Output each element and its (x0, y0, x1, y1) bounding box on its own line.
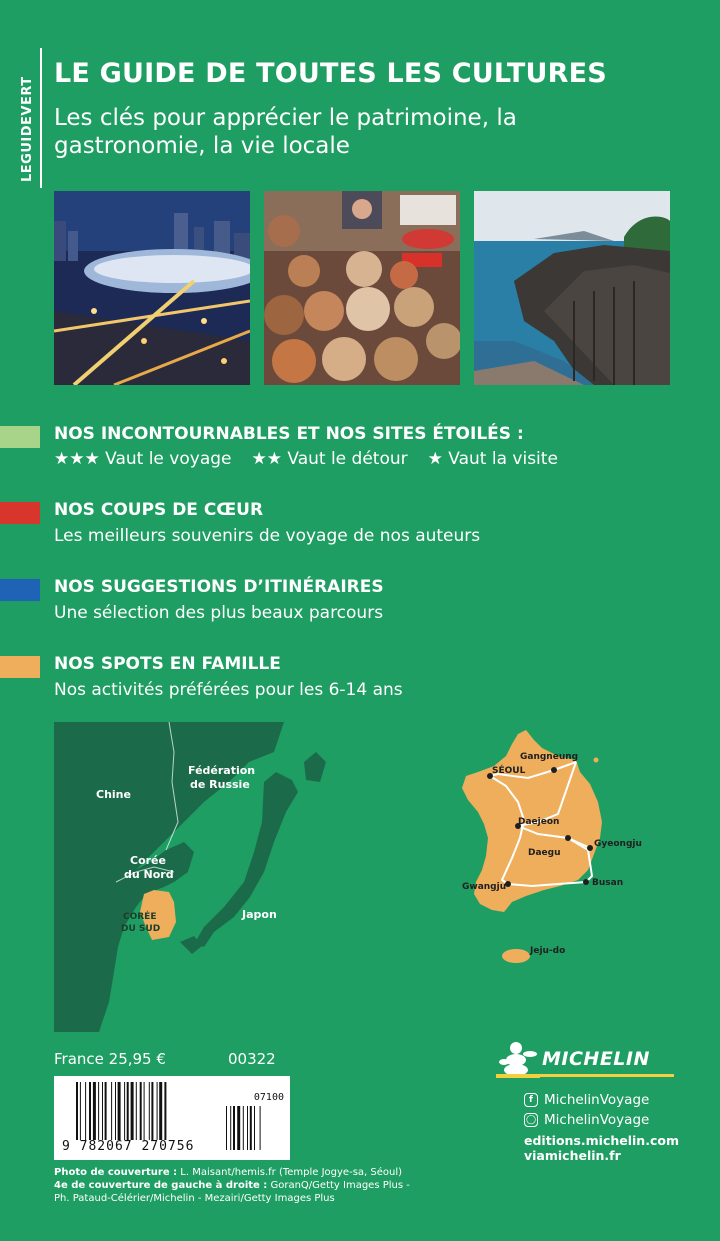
map-label-south-korea-2: DU SUD (121, 924, 161, 934)
barcode-bar (127, 1082, 129, 1140)
barcode-bar (136, 1082, 137, 1140)
map-label-china: Chine (96, 788, 131, 801)
barcode-addon-bar (243, 1106, 244, 1150)
city-gwangju: Gwangju (462, 882, 507, 892)
spine-text: LEGUIDEVERT (20, 76, 35, 182)
michelin-logo (496, 1040, 676, 1078)
star-legend-item (54, 449, 232, 469)
feature-color-bar (0, 656, 40, 678)
barcode-bar (102, 1082, 103, 1140)
brand-name: MICHELIN (542, 1048, 650, 1070)
feature-text: Nos activités préférées pour les 6-14 ans (54, 680, 403, 700)
credits-back-text: GoranQ/Getty Images Plus - Ph. Pataud-Célérier/Michelin - Mezairi/Getty Images Plus (54, 1180, 410, 1204)
barcode-bar (151, 1082, 153, 1140)
city-gyeongju: Gyeongju (594, 839, 642, 849)
feature-color-bar (0, 502, 40, 524)
map-label-russia-2: de Russie (190, 778, 250, 791)
product-code: 00322 (228, 1050, 276, 1068)
city-busan: Busan (592, 878, 624, 888)
barcode-bar (124, 1082, 125, 1140)
star-icon: ★ (427, 449, 443, 469)
price: France 25,95 € (54, 1050, 166, 1068)
region-map (54, 722, 354, 1032)
seafood-market-photo (264, 191, 460, 385)
barcode-bar (157, 1082, 158, 1140)
credits-cover-text: L. Maisant/hemis.fr (Temple Jogye-sa, Séoul) (177, 1167, 403, 1178)
star-legend-item (252, 449, 408, 469)
feature-text: Une sélection des plus beaux parcours (54, 603, 384, 623)
korea-map (458, 726, 648, 976)
credits-back-label: 4e de couverture de gauche à droite : (54, 1180, 268, 1191)
star-legend-item (428, 449, 558, 469)
facebook-icon: f (524, 1093, 538, 1107)
website-link-editions[interactable]: editions.michelin.com (524, 1133, 679, 1148)
star-legend-label: Vaut la visite (448, 449, 558, 469)
city-jeju: Jeju-do (530, 946, 566, 956)
website-link-viamichelin[interactable]: viamichelin.fr (524, 1148, 621, 1163)
map-label-north-korea-2: du Nord (124, 868, 174, 881)
barcode-bar (159, 1082, 162, 1140)
city-daegu: Daegu (528, 848, 561, 858)
feature-color-bar (0, 579, 40, 601)
city-daejeon: Daejeon (518, 817, 560, 827)
feature-title: NOS SUGGESTIONS D’ITINÉRAIRES (54, 577, 384, 597)
barcode-addon-bar (250, 1106, 252, 1150)
barcode-bar (111, 1082, 112, 1140)
instagram-handle: MichelinVoyage (544, 1112, 650, 1128)
barcode-bar (85, 1082, 86, 1140)
star-legend-label: Vaut le voyage (105, 449, 232, 469)
barcode-bar (149, 1082, 150, 1140)
barcode-bar (131, 1082, 134, 1140)
barcode-addon-bar (247, 1106, 248, 1150)
barcode (54, 1076, 290, 1160)
instagram-link[interactable] (524, 1112, 649, 1128)
page-subtitle: Les clés pour apprécier le patrimoine, la gastronomie, la vie locale (54, 105, 517, 159)
instagram-icon: ◯ (525, 1115, 537, 1125)
barcode-bar (115, 1082, 116, 1140)
city-seoul: SÉOUL (492, 766, 526, 776)
brand-underline (506, 1074, 674, 1077)
map-label-south-korea: CORÉE (123, 912, 157, 922)
feature-color-bar (0, 426, 40, 448)
barcode-bar (144, 1082, 145, 1140)
feature-title: NOS INCONTOURNABLES ET NOS SITES ÉTOILÉS : (54, 424, 524, 444)
credits-cover-label: Photo de couverture : (54, 1167, 178, 1178)
barcode-bar (98, 1082, 99, 1140)
star-legend-label: Vaut le détour (287, 449, 408, 469)
spine-logo (18, 52, 40, 182)
page-title: LE GUIDE DE TOUTES LES CULTURES (54, 58, 607, 89)
barcode-bar (93, 1082, 96, 1140)
map-label-north-korea: Corée (130, 854, 166, 867)
barcode-addon-bar (230, 1106, 231, 1150)
barcode-bar (80, 1082, 81, 1140)
barcode-addon-bar (233, 1106, 235, 1150)
star-icon: ★★ (251, 449, 282, 469)
barcode-addon-bar (254, 1106, 255, 1150)
facebook-handle: MichelinVoyage (544, 1092, 650, 1108)
feature-text: Les meilleurs souvenirs de voyage de nos auteurs (54, 526, 481, 546)
coastal-cliffs-photo (474, 191, 670, 385)
barcode-addon-bar (237, 1106, 240, 1150)
star-legend (54, 449, 558, 469)
city-gangneung: Gangneung (520, 752, 579, 762)
isbn-number: 9 782067 270756 (62, 1139, 195, 1154)
photo-credits (54, 1166, 414, 1205)
facebook-link[interactable] (524, 1092, 649, 1108)
barcode-bar (140, 1082, 142, 1140)
map-label-russia: Fédération (188, 764, 256, 777)
barcode-bar (105, 1082, 107, 1140)
barcode-addon: 07100 (253, 1092, 284, 1103)
map-label-japan: Japon (242, 908, 277, 921)
star-icon: ★★★ (54, 449, 100, 469)
city-night-photo (54, 191, 250, 385)
feature-title: NOS COUPS DE CŒUR (54, 500, 264, 520)
barcode-bar (164, 1082, 166, 1140)
feature-title: NOS SPOTS EN FAMILLE (54, 654, 281, 674)
spine-divider (40, 48, 42, 188)
bibendum-icon (496, 1040, 540, 1078)
barcode-bar (89, 1082, 91, 1140)
barcode-bar (118, 1082, 121, 1140)
barcode-addon-bar (260, 1106, 261, 1150)
barcode-bar (76, 1082, 78, 1140)
barcode-addon-bar (226, 1106, 227, 1150)
